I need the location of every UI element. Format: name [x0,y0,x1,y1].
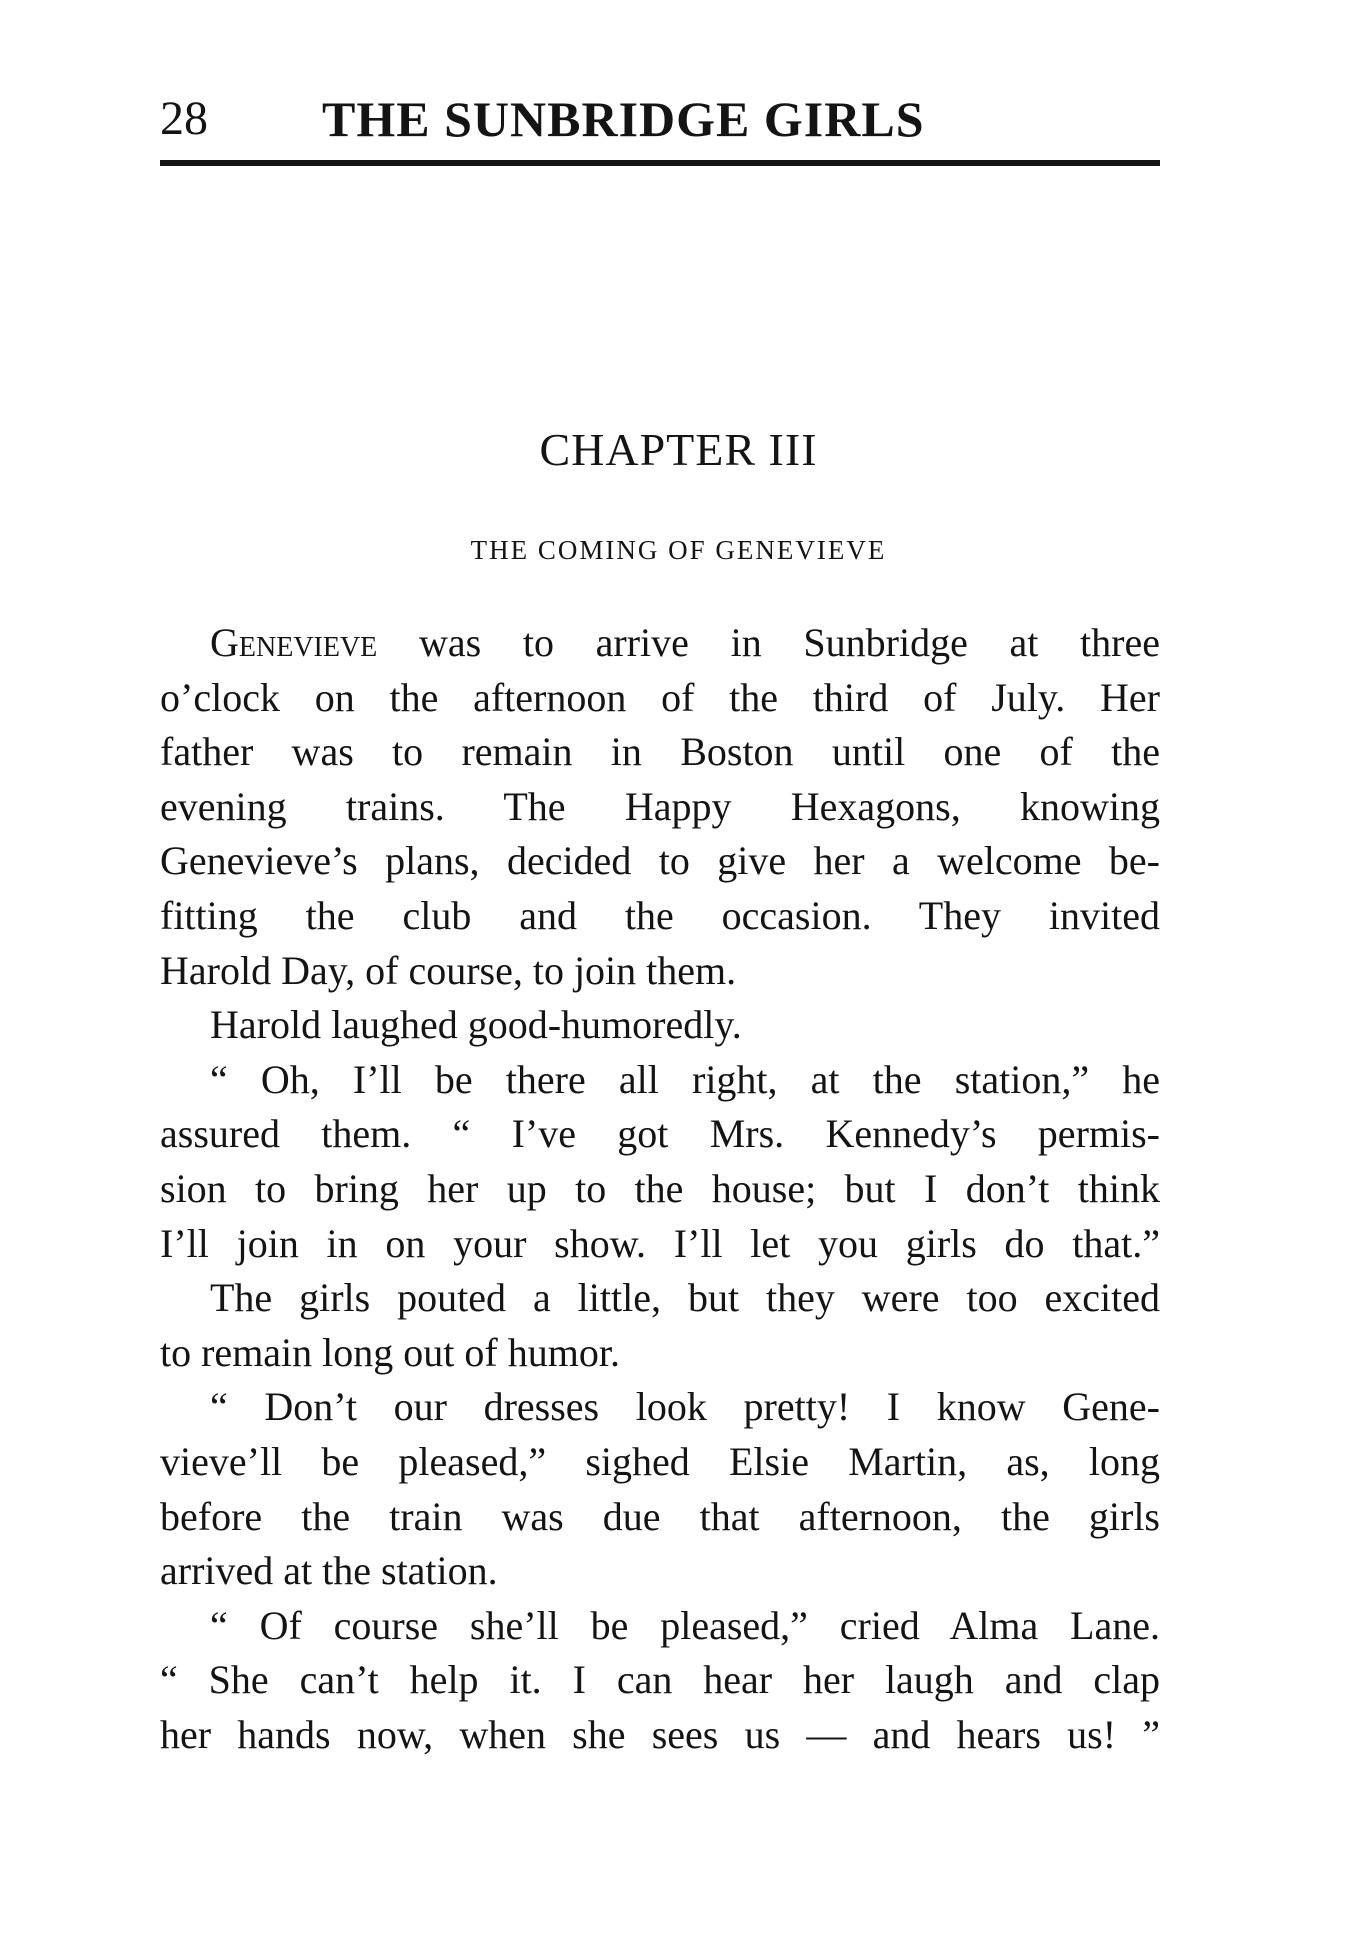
paragraph-line: father was to remain in Boston until one of the [160,729,1160,775]
paragraph-line: “ Oh, I’ll be there all right, at the station,” he [210,1056,1160,1102]
paragraph-line: her hands now, when she sees us — and hears us! ” [160,1711,1160,1757]
header-rule [160,160,1160,166]
paragraph-line: assured them. “ I’ve got Mrs. Kennedy’s permis- [160,1111,1160,1157]
paragraph-line: “ She can’t help it. I can hear her laugh and clap [160,1657,1160,1703]
paragraph-line: arrived at the station. [160,1548,498,1594]
paragraph-line: “ Don’t our dresses look pretty! I know Gene- [210,1384,1160,1430]
paragraph-line: Genevieve’s plans, decided to give her a welcome be- [160,838,1160,884]
body-text [160,616,1160,1762]
paragraph-line: I’ll join in on your show. I’ll let you girls do that.” [160,1220,1160,1266]
paragraph-line: The girls pouted a little, but they were too excited [210,1275,1160,1321]
chapter-subtitle: THE COMING OF GENEVIEVE [470,535,887,565]
paragraph-line: Harold Day, of course, to join them. [160,947,737,993]
paragraph-line: to remain long out of humor. [160,1329,620,1375]
chapter-title: CHAPTER III [539,424,818,475]
paragraph-line: “ Of course she’ll be pleased,” cried Alma Lane. [210,1602,1160,1648]
paragraph-line: before the train was due that afternoon, the girls [160,1493,1160,1539]
paragraph-line: vieve’ll be pleased,” sighed Elsie Martin, as, long [160,1438,1160,1484]
paragraph-line: o’clock on the afternoon of the third of July. Her [160,674,1160,720]
running-head: THE SUNBRIDGE GIRLS [322,91,925,147]
opening-word: Genevieve [210,620,378,665]
paragraph-line [160,616,1160,671]
line-text: was to arrive in Sunbridge at three [377,620,1160,665]
page-header [160,84,1160,154]
paragraph-line: fitting the club and the occasion. They invited [160,892,1160,938]
page-number: 28 [160,92,208,145]
paragraph-line: sion to bring her up to the house; but I don’t think [160,1165,1160,1211]
paragraph-line: evening trains. The Happy Hexagons, knowing [160,783,1160,829]
paragraph-line: Harold laughed good-humoredly. [210,1002,742,1048]
